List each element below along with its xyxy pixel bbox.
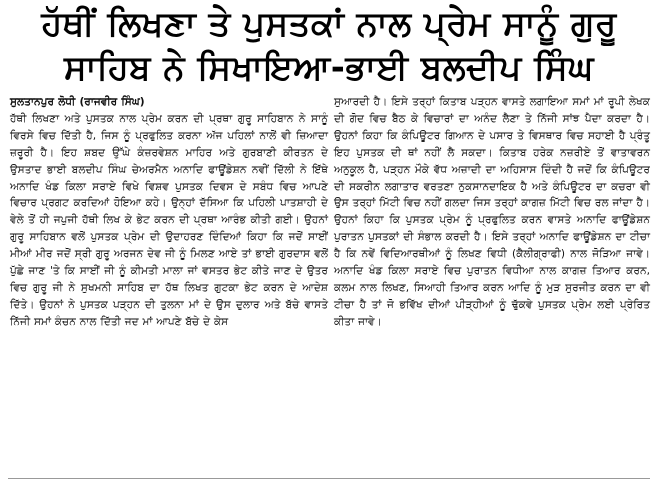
bottom-divider (8, 478, 650, 479)
headline-line-2: ਸਾਹਿਬ ਨੇ ਸਿਖਾਇਆ-ਭਾਈ ਬਲਦੀਪ ਸਿੰਘ (64, 48, 594, 88)
article-column-right (334, 94, 650, 331)
headline (6, 2, 652, 90)
article-text-left: ਹੱਥੀ ਲਿਖਣਾ ਅਤੇ ਪੁਸਤਕ ਨਾਲ ਪ੍ਰੇਮ ਕਰਨ ਦੀ ਪ੍ਰਥਾ ਗੁਰੂ ਸਾਹਿਬਾਨ ਨੇ ਸਾਨੂੰ ਵਿਰਸੇ ਵਿਚ ਦਿੱਤੀ ਹੈ, ਜਿਸ ਨੂੰ ਪ੍ਰਫੁਲਿਤ ਕਰਨਾ ਅੱਜ ਪਹਿਲਾਂ ਨਾਲੋਂ ਵੀ ਜ਼ਿਆਦਾ ਜ਼ਰੂਰੀ ਹੈ। ਇਹ ਸ਼ਬਦ ਉੱਘੇ ਕੰਜ਼ਰਵੇਸ਼ਨ ਮਾਹਿਰ ਅਤੇ ਗੁਰਬਾਣੀ ਕੀਰਤਨ ਦੇ ਉਸਤਾਦ ਭਾਈ ਬਲਦੀਪ ਸਿੰਘ ਚੇਅਰਮੈਨ ਅਨਾਦਿ ਫਾਊਂਡੇਸ਼ਨ ਨਵੀਂ ਦਿੱਲੀ ਨੇ ਇੱਥੇ ਅਨਾਦਿ ਖੰਡ ਕਿਲਾ ਸਰਾਏ ਵਿਖੇ ਵਿਸ਼ਵ ਪੁਸਤਕ ਦਿਵਸ ਦੇ ਸਬੰਧ ਵਿਚ ਆਪਣੇ ਵਿਚਾਰ ਪ੍ਰਗਟ ਕਰਦਿਆਂ ਹੋਇਆ ਕਹੇ। ਉਨ੍ਹਾਂ ਦੱਸਿਆ ਕਿ ਪਹਿਲੀ ਪਾਤਸ਼ਾਹੀ ਦੇ ਵੇਲੇ ਤੋਂ ਹੀ ਜਪੁਜੀ ਹੱਥੀ ਲਿਖ ਕੇ ਭੇਟ ਕਰਨ ਦੀ ਪ੍ਰਥਾ ਆਰੰਭ ਕੀਤੀ ਗਈ। ਉਹਨਾਂ ਗੁਰੂ ਸਾਹਿਬਾਨ ਵਲੋਂ ਪੁਸਤਕ ਪ੍ਰੇਮ ਦੀ ਉਦਾਹਰਣ ਦਿੰਦਿਆਂ ਕਿਹਾ ਕਿ ਜਦੋਂ ਸਾਈਂ ਮੀਆਂ ਮੀਰ ਜਦੋਂ ਸ੍ਰੀ ਗੁਰੂ ਅਰਜਨ ਦੇਵ ਜੀ ਨੂੰ ਮਿਲਣ ਆਏ ਤਾਂ ਭਾਈ ਗੁਰਦਾਸ ਵਲੋਂ ਪੁੱਛੇ ਜਾਣ 'ਤੇ ਕਿ ਸਾਈਂ ਜੀ ਨੂੰ ਕੀਮਤੀ ਮਾਲਾ ਜਾਂ ਵਸਤਰ ਭੇਟ ਕੀਤੇ ਜਾਣ ਦੇ ਉਤਰ ਵਿਚ ਗੁਰੂ ਜੀ ਨੇ ਸੁਖਮਨੀ ਸਾਹਿਬ ਦਾ ਹੱਥ ਲਿਖਤ ਗੁਟਕਾ ਭੇਟ ਕਰਨ ਦੇ ਆਦੇਸ਼ ਦਿੱਤੇ। ਉਹਨਾਂ ਨੇ ਪੁਸਤਕ ਪੜ੍ਹਨ ਦੀ ਤੁਲਨਾ ਮਾਂ ਦੇ ਉਸ ਦੁਲਾਰ ਅਤੇ ਬੱਚੇ ਵਾਸਤੇ ਨਿੱਜੀ ਸਮਾਂ ਕੰਚਨ ਨਾਲ ਦਿੱਤੀ ਜਦ ਮਾਂ ਆਪਣੇ ਬੱਚੇ ਦੇ ਕੇਸ (10, 112, 328, 328)
byline: ਸੁਲਤਾਨਪੁਰ ਲੋਧੀ (ਰਾਜਵੀਰ ਸਿੰਘ) (10, 96, 145, 108)
article-text-right: ਸੁਆਰਦੀ ਹੈ। ਇਸੇ ਤਰ੍ਹਾਂ ਕਿਤਾਬ ਪੜ੍ਹਨ ਵਾਸਤੇ ਲਗਾਇਆ ਸਮਾਂ ਮਾਂ ਰੂਪੀ ਲੇਖਕ ਦੀ ਗੋਦ ਵਿਚ ਬੈਠ ਕੇ ਵਿਚਾਰਾਂ ਦਾ ਅਨੰਦ ਲੈਣਾ ਤੇ ਨਿੱਜੀ ਸਾਂਝ ਪੈਦਾ ਕਰਦਾ ਹੈ। ਉਹਨਾਂ ਕਿਹਾ ਕਿ ਕੰਪਿਊਟਰ ਗਿਆਨ ਦੇ ਪਸਾਰ ਤੇ ਵਿਸਥਾਰ ਵਿਚ ਸਹਾਈ ਹੈ ਪ੍ਰੰਤੂ ਇਹ ਪੁਸਤਕ ਦੀ ਥਾਂ ਨਹੀਂ ਲੈ ਸਕਦਾ। ਕਿਤਾਬ ਹਰੇਕ ਨਜ਼ਰੀਏ ਤੋਂ ਵਾਤਾਵਰਨ ਅਨੁਕੂਲ ਹੈ, ਪੜ੍ਹਨ ਮੌਕੇ ਵੱਧ ਅਜ਼ਾਦੀ ਦਾ ਅਹਿਸਾਸ ਦਿੰਦੀ ਹੈ ਜਦੋਂ ਕਿ ਕੰਪਿਊਟਰ ਦੀ ਸਕਰੀਨ ਲਗਾਤਾਰ ਵਰਤਣਾ ਨੁਕਸਾਨਦਾਇਕ ਹੈ ਅਤੇ ਕੰਪਿਊਟਰ ਦਾ ਕਚਰਾ ਵੀ ਉਸ ਤਰ੍ਹਾਂ ਮਿੱਟੀ ਵਿਚ ਨਹੀਂ ਗਲਦਾ ਜਿਸ ਤਰ੍ਹਾਂ ਕਾਗਜ਼ ਮਿੱਟੀ ਵਿਚ ਰਲ ਜਾਂਦਾ ਹੈ। ਉਹਨਾਂ ਕਿਹਾ ਕਿ ਪੁਸਤਕ ਪ੍ਰੇਮ ਨੂੰ ਪ੍ਰਫੁਲਿਤ ਕਰਨ ਵਾਸਤੇ ਅਨਾਦਿ ਫਾਊਂਡੇਸ਼ਨ ਪੁਰਾਤਨ ਪੁਸਤਕਾਂ ਦੀ ਸੰਭਾਲ ਕਰਦੀ ਹੈ। ਇਸੇ ਤਰ੍ਹਾਂ ਅਨਾਦਿ ਫਾਊਂਡੇਸ਼ਨ ਦਾ ਟੀਚਾ ਹੈ ਕਿ ਨਵੇਂ ਵਿਦਿਆਰਥੀਆਂ ਨੂੰ ਲਿਖਣ ਵਿਧੀ (ਕੈਲੀਗ੍ਰਾਫੀ) ਨਾਲ ਜੋੜਿਆ ਜਾਵੇ। ਅਨਾਦਿ ਖੰਡ ਕਿਲਾ ਸਰਾਏ ਵਿਚ ਪੁਰਾਤਨ ਵਿਧੀਆ ਨਾਲ ਕਾਗਜ਼ ਤਿਆਰ ਕਰਨ, ਕਲਮ ਨਾਲ ਲਿਖਣ, ਸਿਆਹੀ ਤਿਆਰ ਕਰਨ ਆਦਿ ਨੂੰ ਮੁੜ ਸੁਰਜੀਤ ਕਰਨ ਦਾ ਵੀ ਟੀਚਾ ਹੈ ਤਾਂ ਜੋ ਭਵਿੱਖ ਦੀਆਂ ਪੀੜ੍ਹੀਆਂ ਨੂੰ ਢੁੱਕਵੇ ਪੁਸਤਕ ਪ੍ਰੇਮ ਲਈ ਪ੍ਰੇਰਿਤ ਕੀਤਾ ਜਾਵੇ। (334, 96, 650, 328)
headline-line-1: ਹੱਥੀਂ ਲਿਖਣਾ ਤੇ ਪੁਸਤਕਾਂ ਨਾਲ ਪ੍ਰੇਮ ਸਾਨੂੰ ਗੁਰੂ (41, 4, 617, 44)
article-column-left (10, 94, 328, 331)
